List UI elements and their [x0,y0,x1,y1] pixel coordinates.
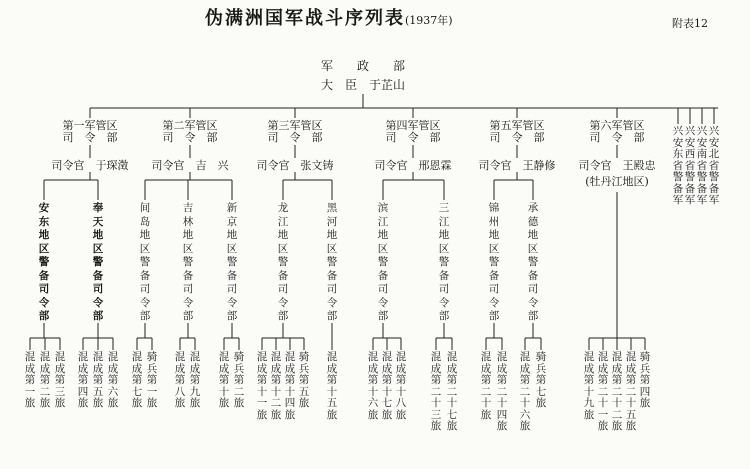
district-hq: 司 令 部 [162,131,218,144]
brigade: 混成第十二旅 [270,351,282,421]
district-3-header [268,120,323,144]
brigade: 混成第六旅 [107,351,119,409]
brigade: 混成第九旅 [189,351,201,409]
brigade: 骑兵第七旅 [535,351,547,409]
district-3-commander: 司令官 张文铸 [256,159,334,172]
brigade: 骑兵第四旅 [639,351,651,409]
district-5-commander: 司令官 王静修 [478,159,556,172]
brigade: 骑兵第五旅 [298,351,310,409]
district-1-header [63,120,118,144]
brigade: 骑兵第二旅 [233,351,245,409]
xingan-north-army: 兴安北省警备军 [708,125,720,206]
brigade: 混成第二十一旅 [597,351,609,432]
unit-sanjiang: 三江地区警备司令部 [438,202,450,322]
district-6-header [590,120,645,144]
district-name: 第六军管区 [589,119,645,132]
unit-xinjing: 新京地区警备司令部 [226,202,238,322]
brigade: 混成第二旅 [39,351,51,409]
xingan-west-army: 兴安西省警备军 [684,125,696,206]
district-hq: 司 令 部 [62,131,118,144]
district-name: 第五军管区 [489,119,545,132]
brigade: 混成第十六旅 [367,351,379,421]
page-title [205,10,453,28]
district-hq: 司 令 部 [385,131,441,144]
district-hq: 司 令 部 [489,131,545,144]
ministry-leader: 大 臣 于芷山 [320,78,406,92]
title-year: (1937年) [405,14,453,27]
brigade: 混成第十一旅 [256,351,268,421]
brigade: 混成第二十旅 [480,351,492,421]
brigade: 混成第四旅 [77,351,89,409]
brigade: 混成第十五旅 [326,351,338,421]
brigade: 混成第七旅 [131,351,143,409]
district-name: 第二军管区 [162,119,218,132]
unit-jilin: 吉林地区警备司令部 [182,202,194,322]
brigade: 混成第二十三旅 [430,351,442,432]
district-1-commander: 司令官 于琛澂 [51,159,129,172]
district-6-commander: 司令官 王殿忠 [578,159,656,172]
district-name: 第一军管区 [62,119,118,132]
unit-binjiang: 滨江地区警备司令部 [377,202,389,322]
district-6-region: (牡丹江地区) [585,175,649,188]
brigade: 混成第十四旅 [284,351,296,421]
brigade: 混成第二十二旅 [611,351,623,432]
brigade: 混成第二十五旅 [625,351,637,432]
xingan-south-army: 兴安南省警备军 [696,125,708,206]
unit-longjiang: 龙江地区警备司令部 [277,202,289,322]
district-name: 第三军管区 [267,119,323,132]
brigade: 混成第十旅 [218,351,230,409]
brigade: 混成第一旅 [24,351,36,409]
brigade: 混成第二十六旅 [519,351,531,432]
district-2-header [163,120,218,144]
xingan-east-army: 兴安东省警备军 [672,125,684,206]
district-4-commander: 司令官 邢恩霖 [374,159,452,172]
unit-chengde: 承德地区警备司令部 [527,202,539,322]
district-hq: 司 令 部 [589,131,645,144]
unit-jiandao: 间岛地区警备司令部 [139,202,151,322]
brigade: 混成第五旅 [92,351,104,409]
brigade: 混成第二十七旅 [446,351,458,432]
brigade: 混成第十七旅 [381,351,393,421]
brigade: 骑兵第一旅 [146,351,158,409]
district-name: 第四军管区 [385,119,441,132]
unit-fengtian: 奉天地区警备司令部 [92,202,104,322]
unit-andong: 安东地区警备司令部 [38,202,50,322]
district-4-header [386,120,441,144]
appendix-label: 附表12 [672,17,708,30]
brigade: 混成第二十四旅 [496,351,508,432]
brigade: 混成第十九旅 [583,351,595,421]
ministry-name: 军 政 部 [320,59,406,73]
brigade: 混成第十八旅 [395,351,407,421]
unit-heihe: 黑河地区警备司令部 [326,202,338,322]
brigade: 混成第八旅 [174,351,186,409]
district-2-commander: 司令官 吉 兴 [151,159,229,172]
title-text: 伪满洲国军战斗序列表 [205,8,405,29]
brigade: 混成第三旅 [54,351,66,409]
unit-jinzhou: 锦州地区警备司令部 [488,202,500,322]
district-hq: 司 令 部 [267,131,323,144]
district-5-header [490,120,545,144]
